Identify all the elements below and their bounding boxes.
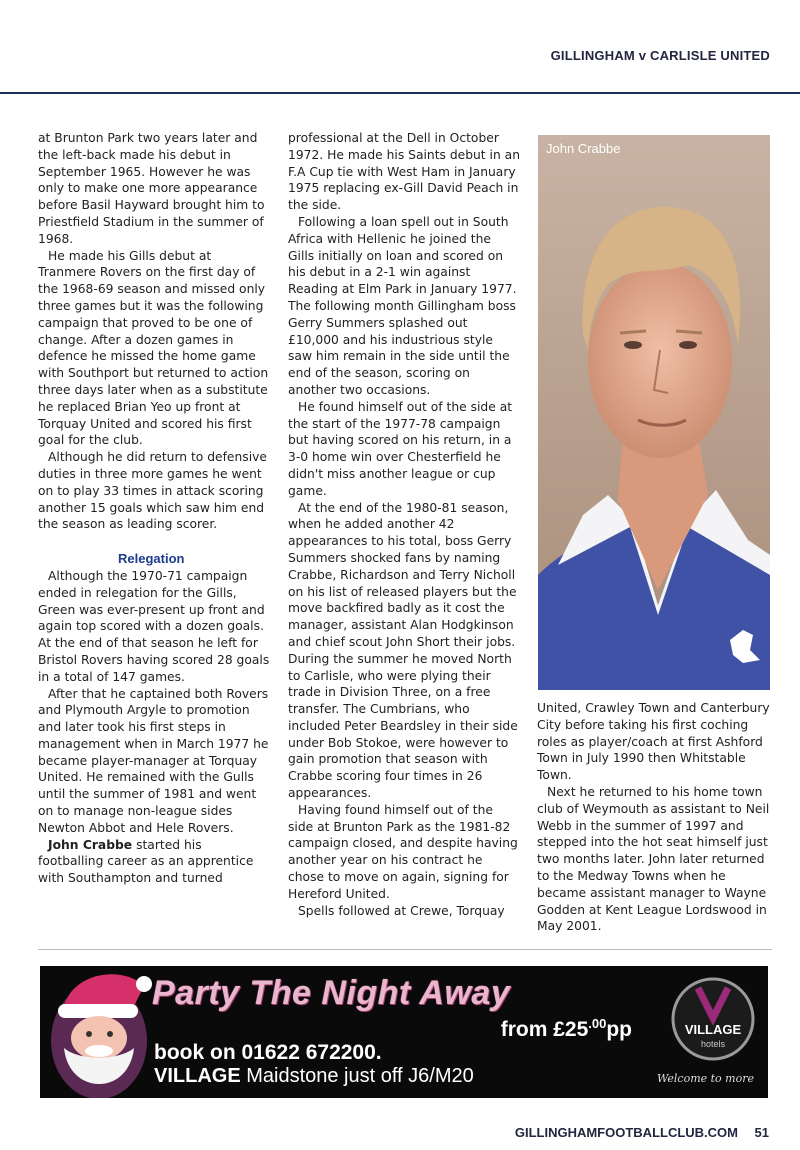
logo-subtext: hotels [700,1039,726,1049]
santa-icon [44,966,154,1098]
header-rule [0,92,800,94]
paragraph [38,837,270,887]
article-column-3 [537,700,775,935]
player-portrait-image [538,135,770,690]
paragraph: Spells followed at Crewe, Torquay [298,903,505,918]
paragraph: He found himself out of the side at the start of the 1977-78 campaign but having scored on his return, in a 3-0 home win over Chesterfield he didn't miss another league or cup game. [288,399,513,498]
article-column-1 [38,130,270,887]
advert-location-text: Maidstone just off J6/M20 [240,1065,474,1087]
paragraph: He made his Gills debut at Tranmere Rovers on the first day of the 1968-69 season and missed only three games but it was the following campaign that proved to be one of change. After a dozen games in defence he missed the home game with Southport but returned to action three days later when as a substitute he replaced Brian Yeo up front at Torquay United and scored his first goal for the club. [38,248,269,448]
paragraph: After that he captained both Rovers and Plymouth Argyle to promotion and later took his first steps in management when in March 1977 he became player-manager at Torquay United. He remained with the Gulls until the summer of 1981 and went on to manage non-league sides Newton Abbot and Hele Rovers. [38,686,269,835]
paragraph: At the end of the 1980-81 season, when he added another 42 appearances to his total, boss Gerry Summers shocked fans by naming Crabbe, Richardson and Terry Nicholl on his list of released players but the move backfired badly as it cost the manager, assistant Alan Hodgkinson and chief scout John Short their jobs. [288,500,517,649]
village-logo-icon [670,976,756,1066]
advert-brand: VILLAGE [154,1065,241,1087]
price-amount: from £25 [500,1018,589,1041]
price-suffix: pp [606,1018,632,1041]
village-hotels-logo [670,976,756,1071]
advert-headline: Party The Night Away [152,974,511,1012]
advert-divider [38,949,772,950]
advert-price [501,1016,632,1042]
header-title: GILLINGHAM v CARLISLE UNITED [550,48,770,63]
paragraph: United, Crawley Town and Canterbury City before taking his first coching roles as player/coach at first Ashford Town in July 1990 then Whitstable Town. [537,701,770,783]
page-number: 51 [754,1125,769,1140]
advert-tagline: Welcome to more [656,1072,754,1085]
paragraph: Although he did return to defensive duties in three more games he went on to play 33 times in attack scoring another 15 goals which saw him end the season as leading scorer. [38,450,267,532]
advert-phone: book on 01622 672200. [154,1041,382,1064]
advert-location [154,1065,474,1088]
article-column-2 [288,130,520,919]
paragraph: Although the 1970-71 campaign ended in relegation for the Gills, Green was ever-present up front and again top scored with a dozen goals. At the end of that season he left for Bristol Rovers having scored 28 goals in a total of 147 games. [38,568,270,684]
footer-website: GILLINGHAMFOOTBALLCLUB.COM [514,1125,738,1140]
section-subhead: Relegation [118,551,185,567]
paragraph: Next he returned to his home town club of Weymouth as assistant to Neil Webb in the summer of 1997 and stepped into the hot seat himself just two months later. John later returned to the Medway Towns when he became assistant manager to Wayne Godden at Kent League Lordswood in May 2001. [537,784,770,934]
hotel-advert [40,966,768,1098]
logo-text: VILLAGE [684,1022,742,1037]
player-photo [538,135,770,690]
paragraph: During the summer he moved North to Carlisle, who were plying their trade in Division Three, on a free transfer. The Cumbrians, who included Peter Beardsley in their side under Bob Stokoe, were however to gain promotion that season with Crabbe scoring four times in 26 appearances. [288,651,518,801]
paragraph: professional at the Dell in October 1972. He made his Saints debut in an F.A Cup tie with West Ham in January 1975 replacing ex-Gill David Peach in the side. [288,131,520,213]
photo-caption: John Crabbe [546,141,621,156]
paragraph: at Brunton Park two years later and the left-back made his debut in September 1965. However he was only to make one more appearance before Basil Hayward brought him to Priestfield Stadium in the summer of 1968. [38,131,265,246]
price-decimals: .00 [588,1016,607,1031]
player-name: John Crabbe [48,837,133,852]
paragraph: Following a loan spell out in South Africa with Hellenic he joined the Gills initially on loan and scored on his debut in a 2-1 win against Reading at Elm Park in January 1977. The following month Gillingham boss Gerry Summers splashed out £10,000 and his industrious style saw him remain in the side until the end of the season, scoring on another two occasions. [288,214,517,397]
paragraph: Having found himself out of the side at Brunton Park as the 1981-82 campaign closed, and despite having another year on his contract he chose to move on again, signing for Hereford United. [288,802,518,901]
paragraph-text: started his footballing career as an apprentice with Southampton and turned [38,837,254,886]
